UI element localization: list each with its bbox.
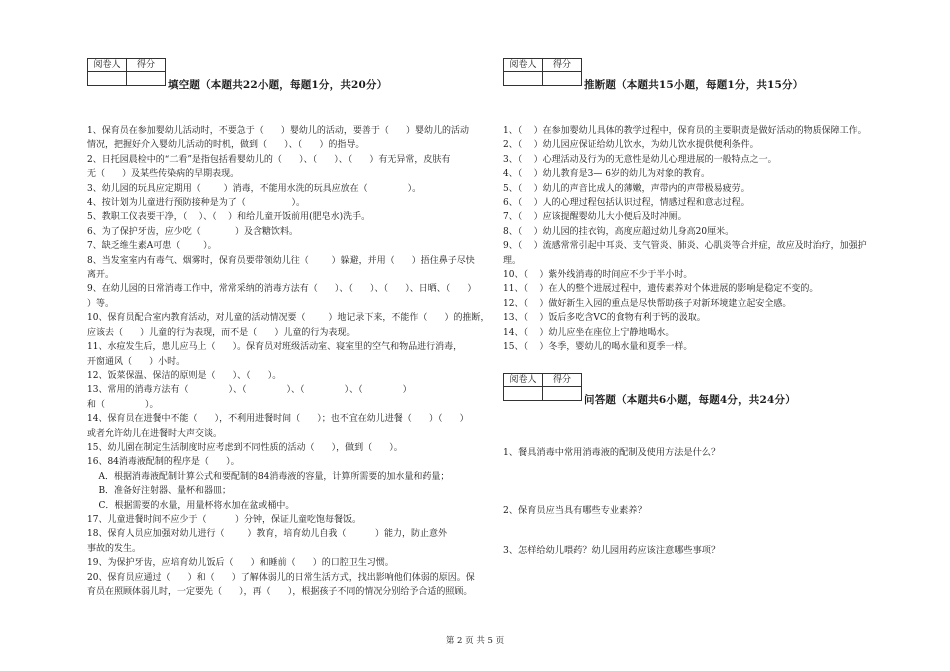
- question-line: 8、当发室室内有毒气、烟雾时，保育员要带领幼儿往（ ）躲避，并用（ ）捂住鼻子尽快: [87, 255, 475, 266]
- question-line: 4、按计划为儿童进行预防接种是为了（ ）。: [87, 198, 306, 209]
- qa-question-3: 3、怎样给幼儿喂药？幼儿园用药应该注意哪些事项？: [503, 545, 721, 556]
- question-line: 5、教职工仪表要干净，（ ）、（ ）和给儿童开饭前用(肥皂水)洗手。: [87, 212, 371, 223]
- question-line: 15、幼儿園在制定生活制度时应考虑到不同性质的活动（ ），做到（ ）。: [87, 442, 403, 453]
- question-line: 19、为保护牙齿，应培育幼儿饭后（ ）和睡前（ ）的口腔卫生习惯。: [87, 558, 394, 569]
- reviewer-label: 阅卷人: [88, 59, 127, 72]
- score-box-qa: [503, 373, 582, 401]
- question-line: 3、（ ）心理活动及行为的无意性是幼儿心理进展的一般特点之一。: [503, 154, 777, 165]
- question-line: 2、日托园晨检中的“二看”是指包括看婴幼儿的（ ）、（ ）、（ ）有无异常，皮肤有: [87, 154, 451, 165]
- question-line: 14、（ ）幼儿应坐在座位上宁静地喝水。: [503, 327, 675, 338]
- question-line: 6、（ ）人的心理过程包括认识过程，情感过程和意志过程。: [503, 198, 750, 209]
- score-label: 得分: [543, 59, 582, 72]
- reviewer-cell[interactable]: [504, 387, 543, 401]
- question-line: 10、保育员配合室内教育活动，对儿童的活动情况要（ ）地记录下来，不能作（ ）的推断，: [87, 313, 490, 324]
- question-line: 12、饭菜保温、保洁的原则是（ ）、（ ）。: [87, 370, 282, 381]
- question-line: 应该去（ ）儿童的行为表现，而不是（ ）儿童的行为表现。: [87, 327, 356, 338]
- reviewer-label: 阅卷人: [504, 374, 543, 387]
- score-box-fill-blank: [87, 58, 166, 86]
- question-line: 1、（ ）在参加婴幼儿具体的教学过程中，保育员的主要职责是做好活动的物质保障工作。: [503, 126, 867, 136]
- question-line: 11、水痘发生后，患儿应马上（ ）。保育员对班级活动室、寝室里的空气和物品进行消毒，: [87, 342, 463, 353]
- question-line: 15、（ ）冬季，婴幼儿的喝水量和夏季一样。: [503, 342, 693, 353]
- question-line: 离开。: [87, 270, 115, 281]
- question-line: 10、（ ）紫外线消毒的时间应不少于半小时。: [503, 270, 693, 281]
- question-line: 9、（ ）流感常常引起中耳炎、支气管炎、肺炎、心肌炎等合并症，故应及时治疗，加强护: [503, 241, 867, 252]
- question-line: ）等。: [87, 298, 115, 309]
- judgment-questions: [503, 124, 867, 355]
- reviewer-cell[interactable]: [88, 72, 127, 86]
- question-line: 3、幼儿园的玩具应定期用（ ）消毒，不能用水洗的玩具应放在（ ）。: [87, 183, 422, 194]
- score-cell[interactable]: [127, 72, 166, 86]
- question-line: B．准备好注射器、量杯和器皿；: [87, 486, 232, 497]
- qa-title: 问答题（本题共6小题，每题4分，共24分）: [584, 394, 796, 406]
- score-label: 得分: [127, 59, 166, 72]
- question-line: 20、保育员应通过（ ）和（ ）了解体弱儿的日常生活方式，找出影响他们体弱的原因。保: [87, 572, 475, 583]
- question-line: 7、（ ）应该提醒婴幼儿大小便后及时冲厕。: [503, 212, 687, 223]
- qa-question-2: 2、保育员应当具有哪些专业素养？: [503, 505, 647, 516]
- question-line: 17、儿童进餐时间不应少于（ ）分钟，保证儿童吃饱每餐饭。: [87, 514, 362, 525]
- question-line: 2、（ ）幼儿园应保证给幼儿饮水，为幼儿饮水提供便利条件。: [503, 140, 759, 151]
- question-line: 16、84消毒液配制的程序是（ ）。: [87, 457, 240, 468]
- fill-blank-title: 填空题（本题共22小题，每题1分，共20分）: [168, 79, 388, 91]
- question-line: 5、（ ）幼儿的声音比成人的薄嫩，声带内的声带极易疲劳。: [503, 183, 750, 194]
- score-box-judgment: [503, 58, 582, 86]
- question-line: 开窗通风（ ）小时。: [87, 356, 186, 367]
- question-line: 4、（ ）幼儿教育是3— 6岁的幼儿为对象的教育。: [503, 169, 710, 180]
- question-line: 13、常用的消毒方法有（ ）、（ ）、（ ）、（ ）: [87, 385, 412, 396]
- question-line: 育员在照顾体弱儿时，一定要先（ ），再（ ），根据孩子不同的情况分别给予合适的照顾。: [87, 587, 473, 597]
- question-line: 12、（ ）做好新生入园的重点是尽快帮助孩子对新环境建立起安全感。: [503, 298, 792, 309]
- score-label: 得分: [543, 374, 582, 387]
- qa-question-1: 1、餐具消毒中常用消毒液的配制及使用方法是什么？: [503, 447, 721, 458]
- question-line: 8、（ ）幼儿园的挂衣钩，高度应超过幼儿身高20厘米。: [503, 226, 735, 237]
- score-cell[interactable]: [543, 72, 582, 86]
- question-line: 无（ ）及某些传染病的早期表现。: [87, 169, 240, 180]
- question-line: A．根据消毒液配制计算公式和要配制的84消毒液的容量，计算所需要的加水量和药量；: [87, 471, 450, 482]
- question-line: 11、（ ）在人的整个进展过程中，遗传素养对个体进展的影响是稳定不变的。: [503, 284, 819, 295]
- reviewer-cell[interactable]: [504, 72, 543, 86]
- reviewer-label: 阅卷人: [504, 59, 543, 72]
- judgment-title: 推断题（本题共15小题，每题1分，共15分）: [584, 79, 804, 91]
- question-line: C．根据需要的水量，用量杯将水加在盆或桶中。: [87, 500, 295, 511]
- page-number: 第 2 页 共 5 页: [445, 636, 505, 646]
- question-line: 9、在幼儿园的日常消毒工作中，常常采纳的消毒方法有（ ）、（ ）、（ ）、日晒、（ ）: [87, 284, 477, 295]
- question-line: 和（ ）。: [87, 399, 159, 410]
- question-line: 或者允许幼儿在进餐时大声交谈。: [87, 428, 223, 439]
- question-line: 18、保育人员应加强对幼儿进行（ ）教育，培育幼儿自我（ ）能力，防止意外: [87, 529, 447, 540]
- question-line: 情况，把握好介入婴幼儿活动的时机，做到（ ）、（ ）的指导。: [87, 140, 365, 151]
- question-line: 6、为了保护牙齿，应少吃（ ）及含糖饮料。: [87, 226, 299, 237]
- question-line: 14、保育员在进餐中不能（ ），不利用进餐时间（ ）；也不宜在幼儿进餐（ ）（ ）: [87, 414, 469, 425]
- question-line: 理。: [503, 255, 522, 266]
- question-line: 1、保育员在参加婴幼儿活动时，不要急于（ ）婴幼儿的活动，要善于（ ）婴幼儿的活动: [87, 126, 470, 136]
- question-line: 事故的发生。: [87, 543, 142, 554]
- question-line: 7、缺乏维生素A可患（ ）。: [87, 241, 217, 252]
- score-cell[interactable]: [543, 387, 582, 401]
- question-line: 13、（ ）饭后多吃含VC的食物有利于钙的汲取。: [503, 313, 706, 324]
- fill-blank-questions: [87, 124, 490, 599]
